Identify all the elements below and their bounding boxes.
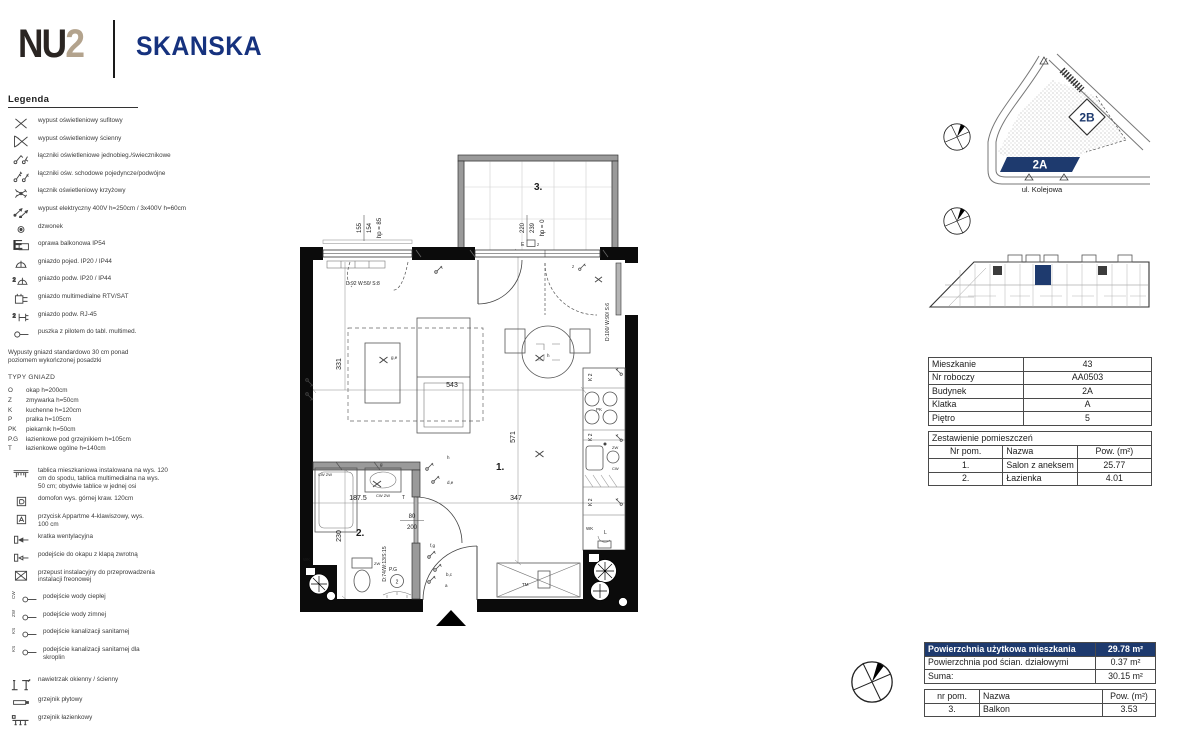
- legend-item: wypust elektryczny 400V h=250cm / 3x400V h=60cm: [8, 205, 200, 218]
- building-overview: [930, 255, 1149, 307]
- table-row: 1. Salon z aneksem 25.77: [929, 459, 1152, 473]
- side-table: [365, 343, 400, 403]
- svg-text:E: E: [521, 242, 525, 248]
- table-header-row: Nr pom. Nazwa Pow. (m²): [929, 445, 1152, 459]
- legend-item: KS podejście kanalizacji sanitarnej: [8, 628, 200, 641]
- legend-item: gniazdo podw. RJ-45: [8, 311, 200, 324]
- table-row: Piętro 5: [929, 412, 1152, 426]
- building-2a-label: 2A: [1032, 159, 1048, 172]
- door2-label: D:100/ W:90/ S:6: [605, 303, 611, 341]
- svg-text:239: 239: [530, 222, 536, 234]
- compass-icon: [852, 662, 892, 702]
- washbasin: [365, 468, 401, 492]
- svg-text:220: 220: [520, 222, 526, 234]
- svg-text:b,c: b,c: [446, 572, 453, 577]
- svg-text:TM: TM: [522, 582, 529, 587]
- svg-text:155: 155: [357, 222, 363, 234]
- table-row: Mieszkanie 43: [929, 358, 1152, 372]
- apartment-info-table: [928, 357, 1152, 426]
- legend-item: kratka wentylacyjna: [8, 533, 200, 546]
- table-row: Budynek 2A: [929, 385, 1152, 399]
- door3-label: D:74/W:13/S:15: [382, 546, 388, 582]
- switch-icon: [579, 264, 586, 271]
- socket-type: O okap h=200cm: [8, 387, 68, 395]
- legend-item: oprawa balkonowa IP54: [8, 240, 200, 253]
- svg-text:PK: PK: [596, 407, 603, 412]
- svg-text:WK: WK: [586, 526, 594, 531]
- svg-text:571: 571: [510, 431, 517, 443]
- svg-text:g: g: [380, 462, 383, 467]
- legend-item: podejście do okapu z klapą zwrotną: [8, 551, 200, 564]
- svg-text:z: z: [572, 264, 575, 269]
- table-row: Powierzchnia użytkowa mieszkania 29.78 m²: [925, 643, 1156, 657]
- bathroom: [303, 462, 462, 602]
- street-label: ul. Kolejowa: [1021, 185, 1063, 194]
- floor-plan: [300, 155, 638, 626]
- legend-item: tablica mieszkaniowa instalowana na wys. 120 cm do spodu, tablica multimedialna na wys. 50 cm; obydwie tablice w jednej osi: [8, 467, 200, 491]
- svg-text:230: 230: [336, 530, 343, 542]
- dimension-texts: [336, 358, 522, 542]
- window1-dim: [357, 215, 383, 241]
- svg-text:347: 347: [510, 495, 522, 502]
- table-row: 3. Balkon 3.53: [925, 703, 1156, 717]
- entrance: [423, 546, 477, 626]
- dimension-lines: [311, 249, 625, 601]
- svg-text:K 2: K 2: [588, 373, 594, 381]
- svg-text:hp = 0: hp = 0: [540, 219, 546, 237]
- balcony-door-swing: [478, 260, 522, 304]
- svg-text:154: 154: [367, 222, 373, 234]
- svg-text:d,e: d,e: [447, 480, 454, 485]
- svg-text:WK: WK: [303, 557, 311, 562]
- svg-text:187.5: 187.5: [349, 495, 367, 502]
- svg-text:K 2: K 2: [588, 498, 594, 506]
- legend-item: grzejnik łazienkowy: [8, 714, 200, 729]
- svg-text:a: a: [445, 583, 448, 588]
- legend-item: ZW podejście wody zimnej: [8, 611, 200, 624]
- table-header-row: nr pom. Nazwa Pow. (m²): [925, 690, 1156, 704]
- balcony-number: 3.: [534, 182, 543, 193]
- room1-number: 1.: [496, 462, 505, 473]
- rooms-table-title: Zestawienie pomieszczeń: [929, 432, 1152, 446]
- balcony-luminaire-mark: [521, 240, 540, 248]
- site-plan: [944, 54, 1150, 234]
- socket-type: PK piekarnik h=50cm: [8, 426, 76, 434]
- room2-number: 2.: [356, 528, 365, 539]
- legend-item: gniazdo multimedialne RTV/SAT: [8, 293, 200, 306]
- dining-table: [522, 326, 574, 378]
- svg-text:L: L: [604, 530, 607, 536]
- table-row: Powierzchnia pod ścian. działowymi 0.37 m²: [925, 656, 1156, 670]
- entrance-marker: [436, 610, 466, 626]
- svg-text:80: 80: [408, 514, 416, 520]
- svg-text:h: h: [547, 353, 550, 358]
- light-point-icon: [373, 481, 381, 487]
- legend-item: przycisk Appartme 4-klawiszowy, wys. 100 cm: [8, 513, 200, 529]
- vent-shaft: [303, 565, 337, 602]
- rooms-table: [928, 431, 1152, 486]
- balcony-table: [924, 689, 1156, 717]
- legend-note: Wypusty gniazd standardowo 30 cm ponad poziomem wykończonej posadzki: [8, 349, 129, 365]
- svg-text:g,e: g,e: [391, 355, 398, 360]
- legend-item: łącznik oświetleniowy krzyżowy: [8, 187, 200, 200]
- legend-item: przepust instalacyjny do przeprowadzenia instalacji freonowej: [8, 569, 200, 585]
- legend-item: wypust oświetleniowy sufitowy: [8, 117, 200, 130]
- kitchen-shaft: [583, 550, 638, 612]
- legend-item: grzejnik płytowy: [8, 696, 200, 709]
- bed: [417, 318, 470, 433]
- legend-item: dzwonek: [8, 223, 200, 236]
- table-row: Suma: 30.15 m²: [925, 670, 1156, 684]
- legend-item: łączniki ośw. schodowe pojedyncze/podwójne: [8, 170, 200, 183]
- light-point-icon: [595, 277, 602, 282]
- legend-item: domofon wys. górnej kraw. 120cm: [8, 495, 200, 508]
- compass-icon: [944, 124, 970, 150]
- kitchen-sink: [586, 446, 603, 470]
- table-row: Nr roboczy AA0503: [929, 371, 1152, 385]
- socket-types-title: TYPY GNIAZD: [8, 374, 56, 382]
- table-row: 2. Łazienka 4.01: [929, 472, 1152, 486]
- compass-icon: [944, 208, 970, 234]
- highlighted-unit: [1035, 265, 1051, 285]
- socket-type: P pralka h=105cm: [8, 416, 71, 424]
- socket-type: P.G łazienkowe pod grzejnikiem h=105cm: [8, 435, 131, 443]
- nu2-logo-two: 2: [65, 22, 84, 66]
- toilet: [352, 558, 380, 592]
- socket-type: T łazienkowe ogólne h=140cm: [8, 445, 106, 453]
- legend-item: nawietrzak okienny / ścienny: [8, 676, 200, 692]
- svg-text:T: T: [402, 495, 406, 501]
- svg-text:331: 331: [336, 358, 343, 370]
- svg-text:h: h: [447, 455, 450, 460]
- svg-text:2: 2: [395, 579, 399, 586]
- legend-item: gniazdo podw. IP20 / IP44: [8, 275, 200, 288]
- socket-type: Z zmywarka h=50cm: [8, 397, 79, 405]
- svg-text:CW ZW: CW ZW: [376, 493, 390, 498]
- svg-text:CW: CW: [612, 466, 619, 471]
- svg-text:P.G: P.G: [389, 567, 397, 573]
- svg-text:ZW: ZW: [374, 561, 381, 566]
- socket-type: K kuchenne h=120cm: [8, 406, 82, 414]
- svg-text:ZW: ZW: [612, 445, 619, 450]
- svg-text:f,g: f,g: [430, 543, 436, 548]
- legend-item: łączniki oświetleniowe jednobieg./świecznikowe: [8, 152, 200, 165]
- table-row: [929, 432, 1152, 446]
- legend-item: gniazdo pojed. IP20 / IP44: [8, 258, 200, 271]
- building-2b-label: 2B: [1079, 110, 1095, 125]
- svg-text:hp = 85: hp = 85: [377, 217, 383, 239]
- nu2-logo-nu: NU: [18, 22, 66, 66]
- table-row: Klatka A: [929, 398, 1152, 412]
- balcony: [458, 155, 618, 252]
- legend-title: Legenda: [8, 94, 138, 108]
- svg-text:CW ZW: CW ZW: [318, 472, 332, 477]
- legend-item: wypust oświetleniowy ścienny: [8, 135, 200, 148]
- legend-item: KS podejście kanalizacji sanitarnej dla skroplin: [11, 645, 140, 661]
- svg-text:z: z: [537, 242, 540, 247]
- svg-text:200: 200: [406, 525, 418, 531]
- door-dim-80-200: [400, 514, 424, 531]
- area-summary-table: [924, 642, 1156, 684]
- legend-item: CW podejście wody ciepłej: [8, 593, 200, 606]
- door1-label: D:92 W:50/ S:8: [346, 281, 380, 287]
- skanska-logo: SKANSKA: [136, 31, 263, 61]
- svg-text:K 2: K 2: [588, 433, 594, 441]
- chair: [570, 329, 590, 353]
- legend-item: puszka z pilotem do tabl. multimed.: [8, 328, 200, 341]
- svg-text:543: 543: [446, 382, 458, 389]
